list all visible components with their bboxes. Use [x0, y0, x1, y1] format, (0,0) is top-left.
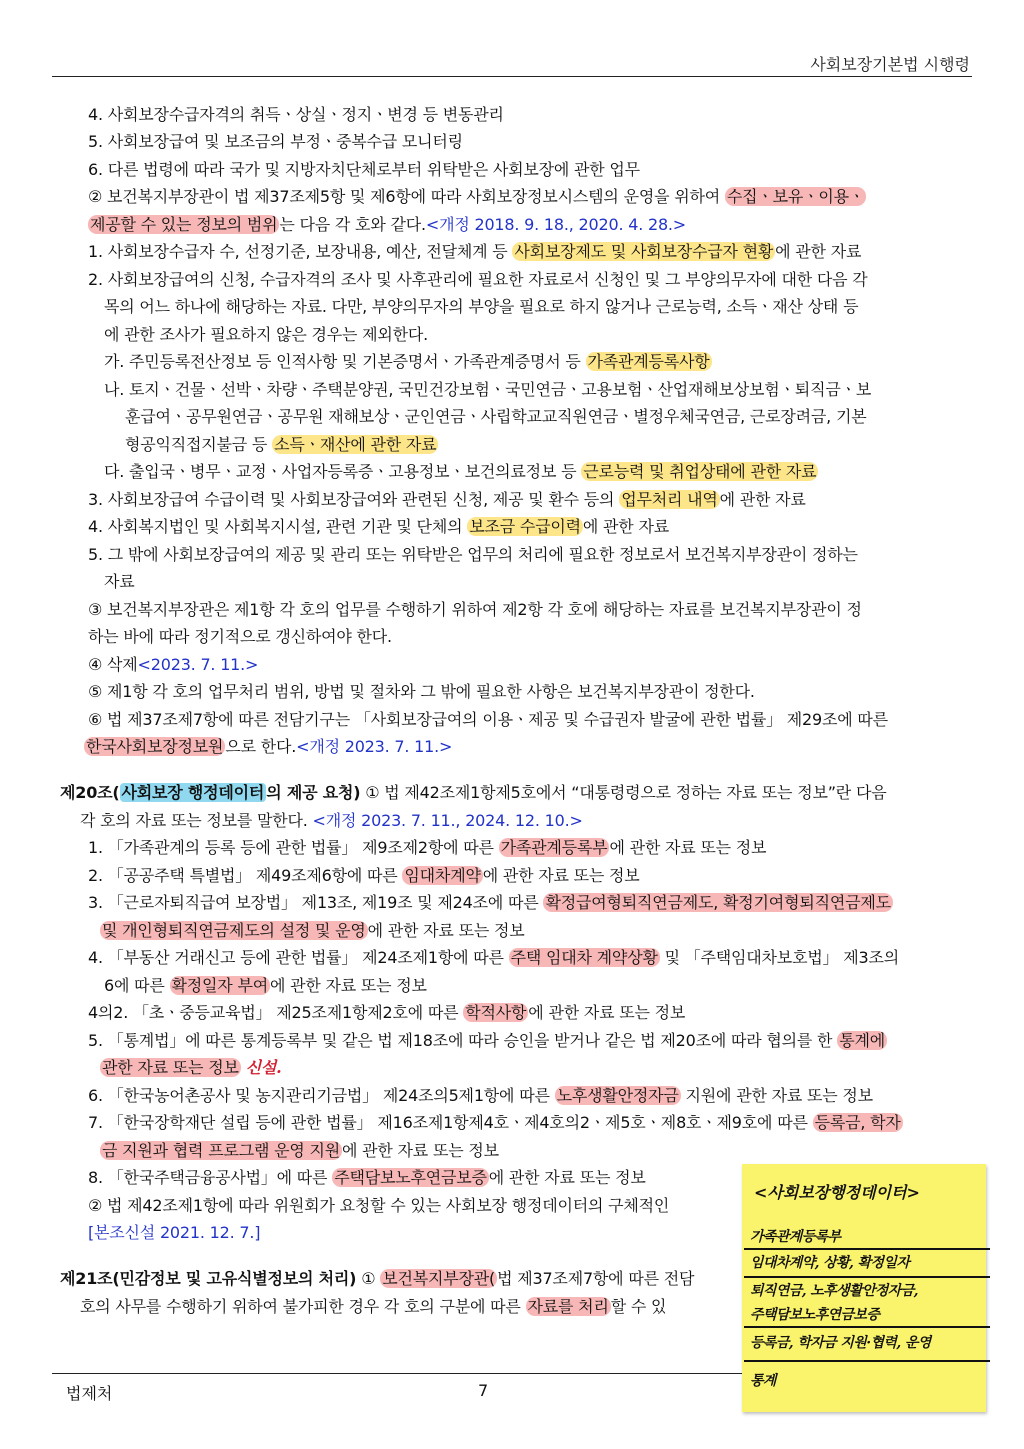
art19-sub2-ga: 가. 주민등록전산정보 등 인적사항 및 기본증명서ㆍ가족관계증명서 등 가족관계등록사항 [104, 352, 710, 371]
highlight: 가족관계등록사항 [587, 352, 710, 371]
art20-enact-note: [본조신설 2021. 12. 7.] [88, 1223, 261, 1242]
highlight: 및 개인형퇴직연금제도의 설정 및 운영 [102, 921, 366, 940]
amend-note: <개정 2023. 7. 11.> [296, 737, 453, 756]
art19-sub2-na-line3: 형공익직접지불금 등 소득ㆍ재산에 관한 자료 [125, 435, 437, 454]
highlight: 근로능력 및 취업상태에 관한 자료 [583, 462, 817, 481]
art19-para3-line1: ③ 보건복지부장관은 제1항 각 호의 업무를 수행하기 위하여 제2항 각 호에 해당하는 자료를 보건복지부장관이 정 [88, 600, 862, 619]
sticky-note-title: <사회보장행정데이터> [754, 1183, 920, 1202]
art20-para2: ② 법 제42조제1항에 따라 위원회가 요청할 수 있는 사회보장 행정데이터의 구체적인 [88, 1196, 670, 1215]
sticky-note-rule [744, 1248, 990, 1250]
header-rule [52, 76, 972, 77]
sticky-note-line: 퇴직연금, 노후생활안정자금, [750, 1283, 918, 1299]
art19-sub2-line2: 목의 어느 하나에 해당하는 자료. 다만, 부양의무자의 부양을 필요로 하지 않거나 근로능력, 소득ㆍ재산 상태 등 [104, 297, 859, 316]
amend-note: <2023. 7. 11.> [137, 655, 259, 674]
sticky-note-rule [744, 1276, 990, 1278]
art20-item6: 6. 「한국농어촌공사 및 농지관리기금법」 제24조의5제1항에 따른 노후생활안정자금 지원에 관한 자료 또는 정보 [88, 1086, 873, 1105]
art19-item4: 4. 사회보장수급자격의 취득ㆍ상실ㆍ정지ㆍ변경 등 변동관리 [88, 105, 504, 124]
highlight: 사회보장제도 및 사회보장수급자 현황 [514, 242, 774, 261]
art20-item1: 1. 「가족관계의 등록 등에 관한 법률」 제9조제2항에 따른 가족관계등록부 에 관한 자료 또는 정보 [88, 838, 767, 857]
highlight: 등록금, 학자 [814, 1113, 901, 1132]
art19-sub1: 1. 사회보장수급자 수, 선정기준, 보장내용, 예산, 전달체계 등 사회보장제도 및 사회보장수급자 현황 에 관한 자료 [88, 242, 862, 261]
art19-sub4: 4. 사회복지법인 및 사회복지시설, 관련 기관 및 단체의 보조금 수급이력 에 관한 자료 [88, 517, 669, 536]
art19-para6-line1: ⑥ 법 제37조제7항에 따른 전담기구는 「사회보장급여의 이용ㆍ제공 및 수급권자 발굴에 관한 법률」 제29조에 따른 [88, 710, 888, 729]
highlight: 주택담보노후연금보증 [334, 1168, 487, 1187]
highlight: 수집ㆍ보유ㆍ이용ㆍ [726, 187, 865, 206]
art19-sub2-na-line2: 훈급여ㆍ공무원연금ㆍ공무원 재해보상ㆍ군인연금ㆍ사립학교교직원연금ㆍ별정우체국연금, 근로장려금, 기본 [125, 407, 867, 426]
sticky-note-line: 통계 [750, 1373, 776, 1389]
art19-para6-line2: 한국사회보장정보원 으로 한다.<개정 2023. 7. 11.> [86, 737, 453, 756]
art20-line1: 제20조( 사회보장 행정데이터 의 제공 요청) ① 법 제42조제1항제5호에서 “대통령령으로 정하는 자료 또는 정보”란 다음 [60, 783, 887, 802]
art19-sub2-line1: 2. 사회보장급여의 신청, 수급자격의 조사 및 사후관리에 필요한 자료로서 신청인 및 그 부양의무자에 대한 다음 각 [88, 270, 868, 289]
art19-para2-line1: ② 보건복지부장관이 법 제37조제5항 및 제6항에 따라 사회보장정보시스템의 운영을 위하여 수집ㆍ보유ㆍ이용ㆍ [88, 187, 865, 206]
highlight: 가족관계등록부 [500, 838, 608, 857]
art19-para5: ⑤ 제1항 각 호의 업무처리 범위, 방법 및 절차와 그 밖에 필요한 사항은 보건복지부장관이 정한다. [88, 682, 755, 701]
sticky-note-line: 주택담보노후연금보증 [750, 1307, 880, 1323]
art19-sub2-line3: 에 관한 조사가 필요하지 않은 경우는 제외한다. [104, 325, 429, 344]
highlight: 주택 임대차 계약상황 [510, 948, 658, 967]
highlight: 자료를 처리 [527, 1297, 609, 1316]
art20-title: 제20조( 사회보장 행정데이터 의 제공 요청) [60, 783, 361, 802]
art20-item8: 8. 「한국주택금융공사법」에 따른 주택담보노후연금보증 에 관한 자료 또는 정보 [88, 1168, 646, 1187]
sticky-note-line: 가족관계등록부 [750, 1229, 841, 1245]
art20-item4-line2: 6에 따른 확정일자 부여 에 관한 자료 또는 정보 [104, 976, 427, 995]
art20-item4-2: 4의2. 「초ㆍ중등교육법」 제25조제1항제2호에 따른 학적사항 에 관한 자료 또는 정보 [88, 1003, 686, 1022]
art20-item7-line1: 7. 「한국장학재단 설립 등에 관한 법률」 제16조제1항제4호ㆍ제4호의2ㆍ제5호ㆍ제8호ㆍ제9호에 따른 등록금, 학자 [88, 1113, 901, 1132]
highlight: 소득ㆍ재산에 관한 자료 [274, 435, 437, 454]
art20-item5-line1: 5. 「통계법」에 따른 통계등록부 및 같은 법 제18조에 따라 승인을 받거나 같은 법 제20조에 따라 협의를 한 통계에 [88, 1031, 885, 1050]
art19-sub5-line1: 5. 그 밖에 사회보장급여의 제공 및 관리 또는 위탁받은 업무의 처리에 필요한 정보로서 보건복지부장관이 정하는 [88, 545, 858, 564]
highlight: 제공할 수 있는 정보의 범위 [90, 215, 278, 234]
highlight: 보건복지부장관( [382, 1269, 496, 1288]
header-title: 사회보장기본법 시행령 [810, 55, 970, 74]
art19-para3-line2: 하는 바에 따라 정기적으로 갱신하여야 한다. [88, 627, 392, 646]
highlight: 노후생활안정자금 [556, 1086, 679, 1105]
sticky-note-rule [744, 1326, 990, 1328]
art19-sub3: 3. 사회보장급여 수급이력 및 사회보장급여와 관련된 신청, 제공 및 환수 등의 업무처리 내역 에 관한 자료 [88, 490, 806, 509]
art19-sub5-line2: 자료 [104, 572, 135, 591]
art20-item2: 2. 「공공주택 특별법」 제49조제6항에 따른 임대차계약 에 관한 자료 또는 정보 [88, 866, 640, 885]
highlight: 임대차계약 [404, 866, 481, 885]
art19-para4: ④ 삭제<2023. 7. 11.> [88, 655, 259, 674]
handwritten-note: 신설. [245, 1058, 282, 1077]
highlight: 관한 자료 또는 정보 [102, 1058, 239, 1077]
art19-item6: 6. 다른 법령에 따라 국가 및 지방자치단체로부터 위탁받은 사회보장에 관한 업무 [88, 160, 640, 179]
art20-line2: 각 호의 자료 또는 정보를 말한다. <개정 2023. 7. 11., 2024. 12. 10.> [80, 811, 583, 830]
highlight: 보조금 수급이력 [469, 517, 581, 536]
sticky-note-line: 등록금, 학자금 지원·협력, 운영 [750, 1335, 931, 1351]
art20-item3-line2: 및 개인형퇴직연금제도의 설정 및 운영 에 관한 자료 또는 정보 [102, 921, 525, 940]
art21-line2: 호의 사무를 수행하기 위하여 불가피한 경우 각 호의 구분에 따른 자료를 처리 할 수 있 [80, 1297, 667, 1316]
highlight: 확정급여형퇴직연금제도, 확정기여형퇴직연금제도 [545, 893, 891, 912]
amend-note: <개정 2023. 7. 11., 2024. 12. 10.> [312, 811, 583, 830]
art19-item5: 5. 사회보장급여 및 보조금의 부정ㆍ중복수급 모니터링 [88, 132, 463, 151]
art20-item7-line2: 금 지원과 협력 프로그램 운영 지원 에 관한 자료 또는 정보 [102, 1141, 499, 1160]
sticky-note-rule [744, 1360, 990, 1362]
art21-title: 제21조(민감정보 및 고유식별정보의 처리) [60, 1269, 357, 1288]
art21-line1: 제21조(민감정보 및 고유식별정보의 처리) ① 보건복지부장관( 법 제37조제7항에 따른 전담 [60, 1269, 695, 1288]
highlight: 통계에 [839, 1031, 885, 1050]
art19-sub2-na-line1: 나. 토지ㆍ건물ㆍ선박ㆍ차량ㆍ주택분양권, 국민건강보험ㆍ국민연금ㆍ고용보험ㆍ산업재해보상보험ㆍ퇴직금ㆍ보 [104, 380, 872, 399]
amend-note: <개정 2018. 9. 18., 2020. 4. 28.> [425, 215, 687, 234]
highlight: 한국사회보장정보원 [86, 737, 224, 756]
highlight: 학적사항 [465, 1003, 527, 1022]
art20-item5-line2 [100, 1057, 282, 1079]
highlight: 사회보장 행정데이터 [121, 783, 265, 802]
art20-item3-line1: 3. 「근로자퇴직급여 보장법」 제13조, 제19조 및 제24조에 따른 확정급여형퇴직연금제도, 확정기여형퇴직연금제도 [88, 893, 891, 912]
sticky-note[interactable] [742, 1164, 986, 1412]
sticky-note-line: 임대차계약, 상황, 확정일자 [750, 1255, 910, 1271]
highlight: 확정일자 부여 [171, 976, 268, 995]
art20-item4-line1: 4. 「부동산 거래신고 등에 관한 법률」 제24조제1항에 따른 주택 임대차 계약상황 및 「주택임대차보호법」 제3조의 [88, 948, 900, 967]
art19-sub2-da: 다. 출입국ㆍ병무ㆍ교정ㆍ사업자등록증ㆍ고용정보ㆍ보건의료정보 등 근로능력 및 취업상태에 관한 자료 [104, 462, 817, 481]
highlight: 금 지원과 협력 프로그램 운영 지원 [102, 1141, 341, 1160]
art19-para2-line2: 제공할 수 있는 정보의 범위 는 다음 각 호와 같다.<개정 2018. 9. 18., 2020. 4. 28.> [90, 215, 687, 234]
highlight: 업무처리 내역 [621, 490, 718, 509]
footer-publisher: 법제처 [66, 1384, 113, 1403]
page-number: 7 [478, 1381, 489, 1400]
